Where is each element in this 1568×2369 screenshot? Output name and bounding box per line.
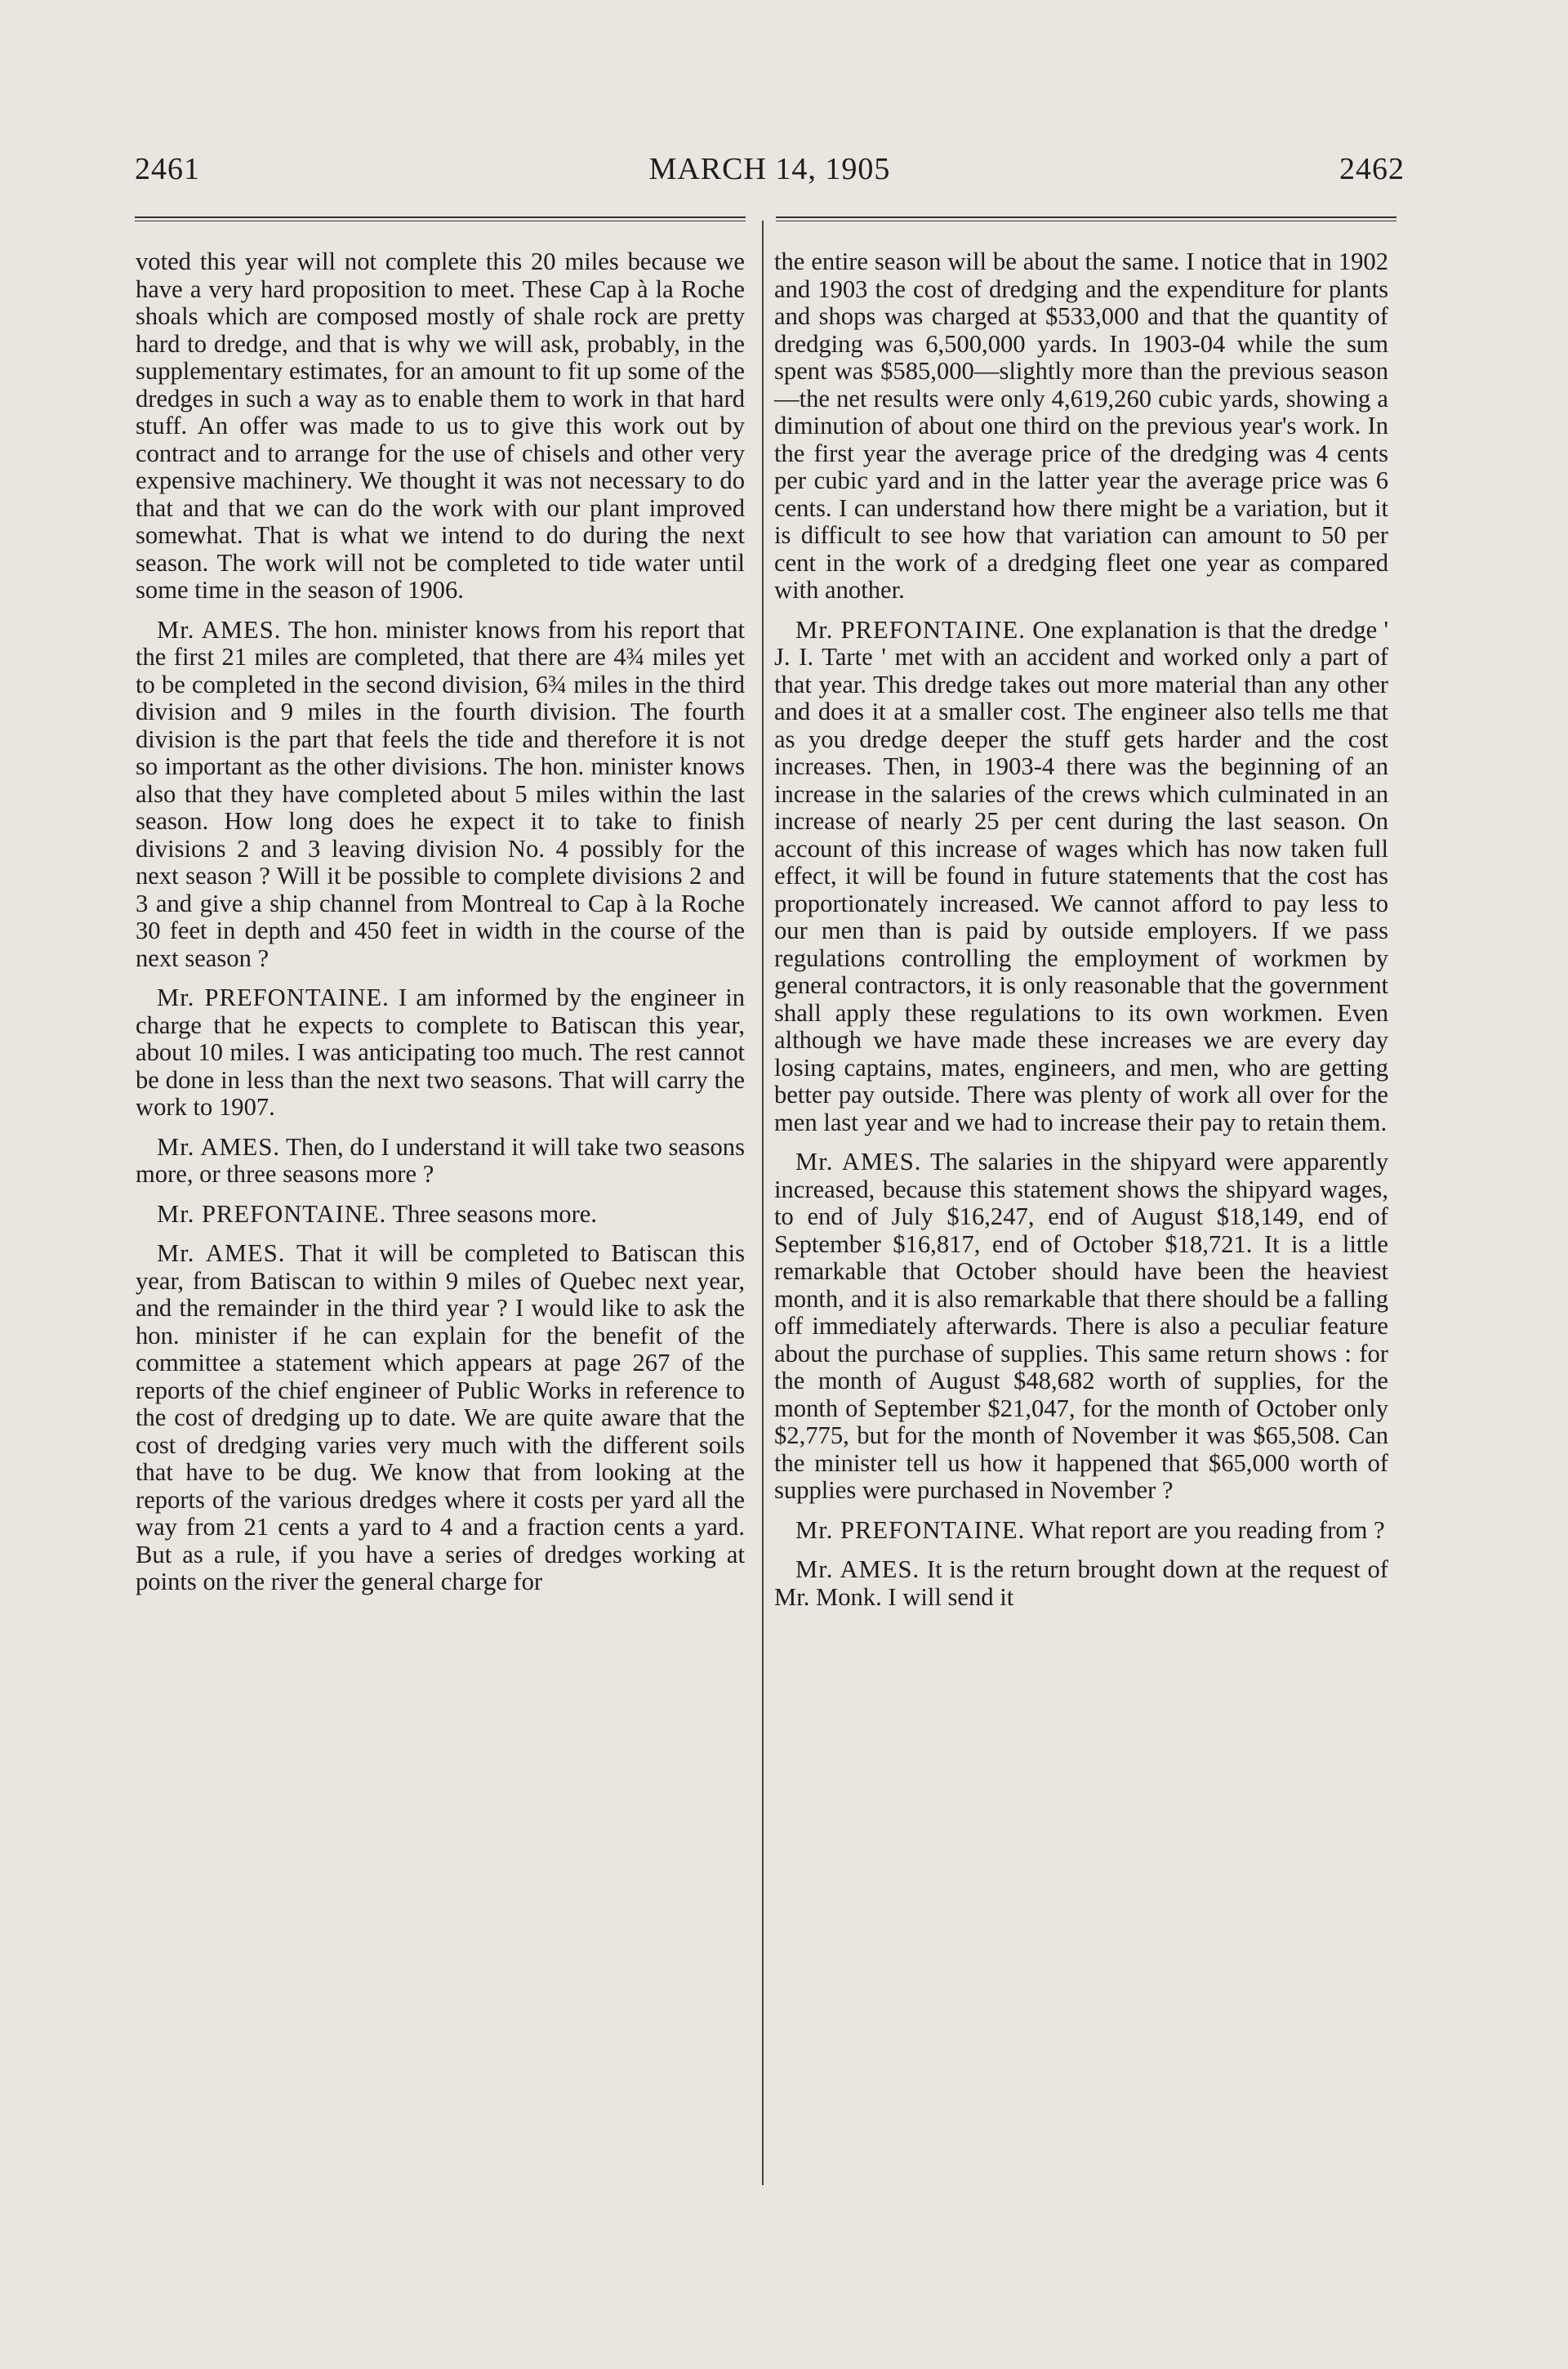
right-page-number: 2462 [1339,152,1405,186]
speaker-name: Mr. AMES. [157,615,282,644]
paragraph-text: Three seasons more. [392,1199,597,1228]
paragraph [136,617,745,973]
paragraph-text: I am informed by the engineer in charge that he expects to complete to Batiscan this year, about 10 miles. I was anticipating too much. The rest cannot be done in less than the next two seasons. That will carry the work to 1907. [136,984,745,1121]
left-column [136,248,745,1608]
paragraph-text: the entire season will be about the same. I notice that in 1902 and 1903 the cost of dredging and the expenditure for plants and shops was charged at $533,000 and that the quantity of dredging was 6,500,000 yards. In 1903-04 while the sum spent was $585,000—slightly more than the previous season—the net results were only 4,619,260 cubic yards, showing a diminution of about one third on the previous year's work. In the first year the average price of the dredging was 4 cents per cubic yard and in the latter year the average price was 6 cents. I can understand how there might be a variation, but it is difficult to see how that variation can amount to 50 per cent in the work of a dredging fleet one year as compared with another. [774,248,1388,604]
paragraph [774,617,1388,1137]
right-column [774,248,1388,1623]
paragraph [136,1240,745,1596]
paragraph [136,1134,745,1189]
paragraph [136,248,745,605]
paragraph [774,248,1388,605]
paragraph [774,1517,1388,1545]
column-divider [762,221,764,2185]
paragraph-text: That it will be completed to Batiscan this year, from Batiscan to within 9 miles of Quebec next year, and the remainder in the third year ? I would like to ask the hon. minister if he can explain for the benefit of the committee a statement which appears at page 267 of the reports of the chief engineer of Public Works in reference to the cost of dredging up to date. We are quite aware that the cost of dredging varies very much with the different soils that have to be dug. We know that from looking at the reports of the various dredges where it costs per yard all the way from 21 cents a yard to 4 and a fraction cents a yard. But as a rule, if you have a series of dredges working at points on the river the general charge for [136,1239,745,1595]
paragraph-text: The hon. minister knows from his report that the first 21 miles are completed, that there are 4¾ miles yet to be completed in the second division, 6¾ miles in the third division and 9 miles in the fourth division. The fourth division is the part that feels the tide and therefore it is not so important as the other divisions. The hon. minister knows also that they have completed about 5 miles within the last season. How long does he expect it to take to finish divisions 2 and 3 leaving division No. 4 possibly for the next season ? Will it be possible to complete divisions 2 and 3 and give a ship channel from Montreal to Cap à la Roche 30 feet in depth and 450 feet in width in the course of the next season ? [136,615,745,972]
speaker-name: Mr. PREFONTAINE. [157,1199,387,1228]
paragraph [136,1201,745,1229]
paragraph-text: voted this year will not complete this 20 miles because we have a very hard proposition to meet. These Cap à la Roche shoals which are composed mostly of shale rock are pretty hard to dredge, and that is why we will ask, probably, in the supplementary estimates, for an amount to fit up some of the dredges in such a way as to enable them to work in that hard stuff. An offer was made to us to give this work out by contract and to arrange for the use of chisels and other very expensive machinery. We thought it was not necessary to do that and that we can do the work with our plant improved somewhat. That is what we intend to do during the next season. The work will not be completed to tide water until some time in the season of 1906. [136,248,745,604]
speaker-name: Mr. AMES. [795,1555,920,1583]
paragraph-text: Then, do I understand it will take two seasons more, or three seasons more ? [136,1132,746,1188]
speaker-name: Mr. PREFONTAINE. [795,1515,1026,1544]
header-rule-right [776,216,1396,221]
speaker-name: Mr. AMES. [795,1148,922,1176]
speaker-name: Mr. PREFONTAINE. [157,984,390,1011]
header-date: MARCH 14, 1905 [648,152,891,186]
paragraph [136,984,745,1122]
paragraph-text: What report are you reading from ? [1031,1515,1385,1544]
page-header [135,151,1405,200]
header-rule-left [135,216,746,221]
paragraph-text: One explanation is that the dredge ' J. I. Tarte ' met with an accident and worked only a part of that year. This dredge takes out more material than any other and does it at a smaller cost. The engineer also tells me that as you dredge deeper the stuff gets harder and the cost increases. Then, in 1903-4 there was the beginning of an increase in the salaries of the crews which culminated in an increase of nearly 25 per cent during the last season. On account of this increase of wages which has now taken full effect, it will be found in future statements that the cost has proportionately increased. We cannot afford to pay less to our men than is paid by outside employers. If we pass regulations controlling the employment of workmen by general contractors, it is only reasonable that the government shall apply these regulations to its own workmen. Even although we have made these increases we are every day losing captains, mates, engineers, and men, who are getting better pay outside. There was plenty of work all over for the men last year and we had to increase their pay to retain them. [774,615,1388,1136]
speaker-name: Mr. PREFONTAINE. [795,615,1026,644]
left-page-number: 2461 [135,152,200,186]
paragraph-text: It is the return brought down at the request of Mr. Monk. I will send it [774,1555,1388,1611]
speaker-name: Mr. AMES. [157,1239,286,1267]
paragraph [774,1149,1388,1505]
speaker-name: Mr. AMES. [157,1132,280,1161]
paragraph-text: The salaries in the shipyard were apparently increased, because this statement shows the shipyard wages, to end of July $16,247, end of August $18,149, end of September $16,817, end of October $18,721. It is a little remarkable that October should have been the heaviest month, and it is also remarkable that there should be a falling off immediately afterwards. There is also a peculiar feature about the purchase of supplies. This same return shows : for the month of August $48,682 worth of supplies, for the month of September $21,047, for the month of October only $2,775, but for the month of November it was $65,508. Can the minister tell us how it happened that $65,000 worth of supplies were purchased in November ? [774,1148,1388,1504]
paragraph [774,1556,1388,1611]
